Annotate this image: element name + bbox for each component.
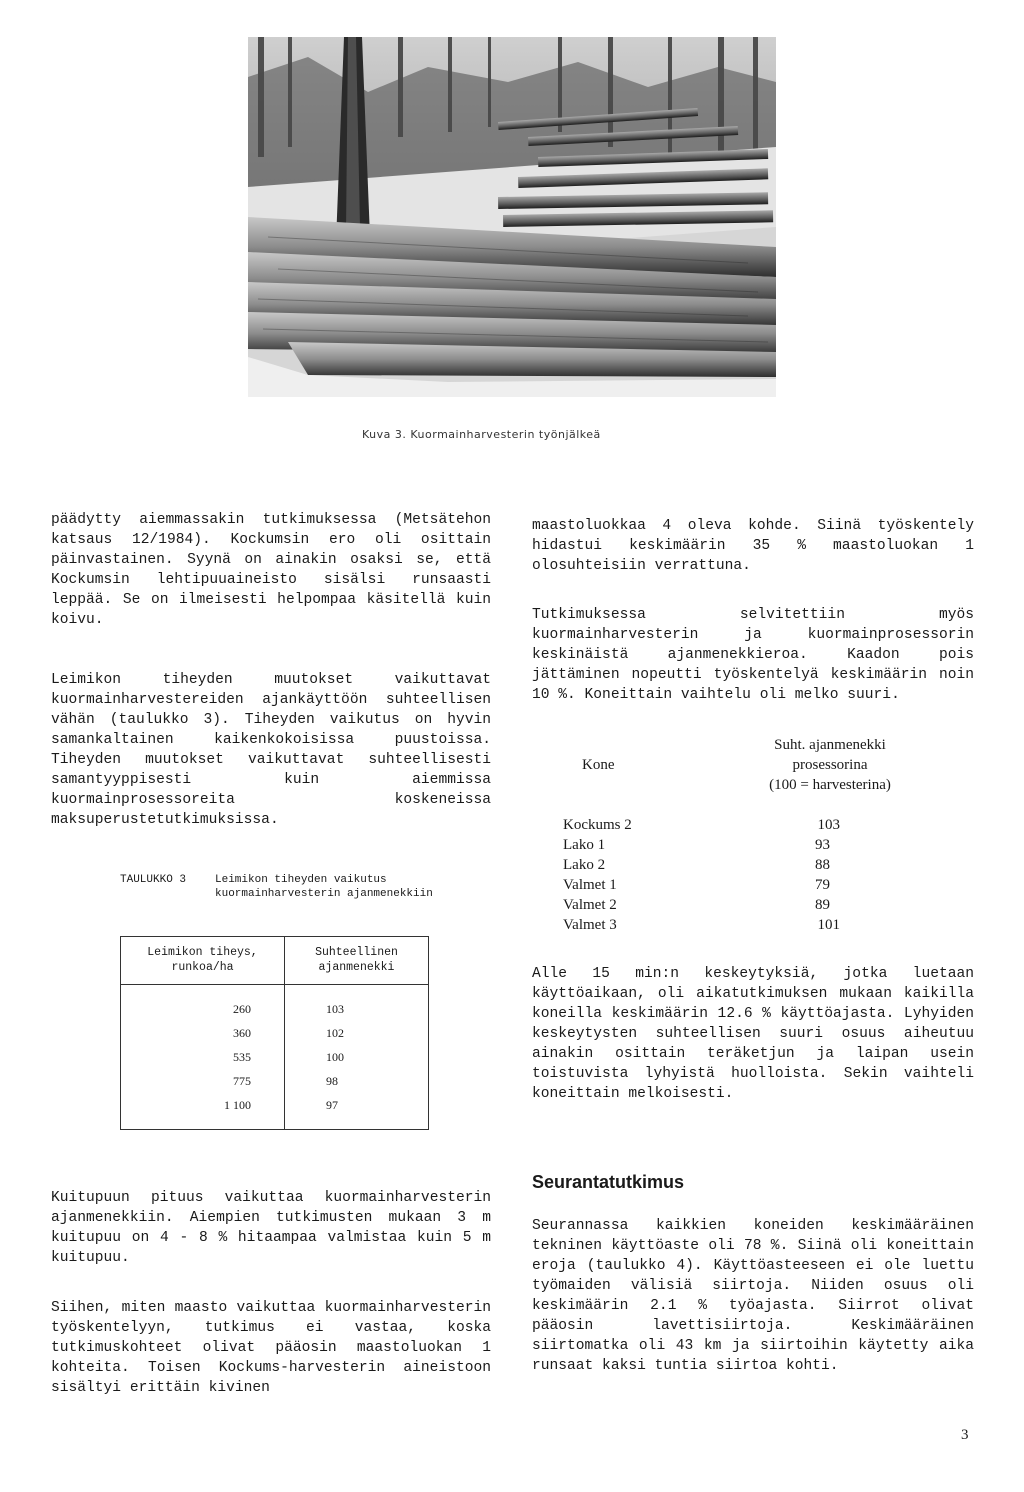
right-paragraph-3: Alle 15 min:n keskeytyksiä, jotka luetaan käyttöaikaan, oli aikatutkimuksen mukaan kaikilla koneilla keskimäärin 12.6 % käyttöajasta. Lyhyiden keskeytysten suhteellisen suuri osuus aiheutuu ainakin osittain teräketjun ja laipan usein toistuvista lyhyistä huolloista. Sekin vaihteli koneittain melkoisesti. <box>532 966 974 1102</box>
table4-col2-header <box>720 735 940 795</box>
table3-row4-relative: 98 <box>326 1074 338 1088</box>
table4-row1-value: 103 <box>817 817 840 833</box>
right-paragraph-4: Seurannassa kaikkien koneiden keskimääräinen tekninen käyttöaste oli 78 %. Siinä oli koneittain eroja (taulukko 4). Käyttöasteeseen ei ole luettu työmaiden välisiä siirtoja. Niiden osuus oli keskimäärin 2.1 % työajasta. Siirrot olivat pääosin lavettisiirtoja. Keskimääräinen siirtomatka oli 43 km ja siirtoihin käytetty aika runsaat kaksi tuntia siirtoa kohti. <box>532 1218 974 1374</box>
table4-col2-header-line3: (100 = harvesterina) <box>769 777 891 793</box>
table4-row4-value: 79 <box>815 877 830 893</box>
table4-col2-header-line1: Suht. ajanmenekki <box>774 737 886 753</box>
table4-col1-header: Kone <box>582 757 615 773</box>
table3-col1-header-line2: runkoa/ha <box>171 961 234 974</box>
left-paragraph-2: Leimikon tiheyden muutokset vaikuttavat kuormainharvestereiden ajankäyttöön suhteellisen vähän (taulukko 3). Tiheyden vaikutus on hyvin samankaltainen kaikenkokoisissa puustoissa. Tiheyden muutokset vaikuttavat suhteellisesti samantyyppisesti kuin aiemmissa kuormainprosessoreita koskeneissa maksuperustetutkimuksissa. <box>51 672 491 828</box>
section-heading-seurantatutkimus: Seurantatutkimus <box>532 1172 685 1192</box>
table3-row5-relative: 97 <box>326 1098 338 1112</box>
table3-row3-density: 535 <box>233 1050 251 1064</box>
table3-col1-header <box>121 945 284 975</box>
table4-row2-machine: Lako 1 <box>563 837 606 853</box>
table4-row2-value: 93 <box>815 837 830 853</box>
logs-photo <box>248 37 776 397</box>
table3-col2-header <box>285 945 428 975</box>
right-paragraph-1: maastoluokkaa 4 oleva kohde. Siinä työskentely hidastui keskimäärin 35 % maastoluokan 1 olosuhteisiin verrattuna. <box>532 518 974 574</box>
table3-row5-density: 1 100 <box>224 1098 251 1112</box>
table3-row4-density: 775 <box>233 1074 251 1088</box>
table4-row5-value: 89 <box>815 897 830 913</box>
table3-title: Leimikon tiheyden vaikutus kuormainharvesterin ajanmenekkiin <box>215 874 433 900</box>
left-paragraph-1: päädytty aiemmassakin tutkimuksessa (Metsätehon katsaus 12/1984). Kockumsin ero oli osittain päinvastainen. Syynä on ainakin osaksi se, että Kockumsin lehtipuuaineisto sisälsi runsaasti leppää. Se on ilmeisesti helpompaa käsitellä kuin koivu. <box>51 512 491 628</box>
left-paragraph-4: Siihen, miten maasto vaikuttaa kuormainharvesterin työskentelyyn, tutkimus ei vastaa, koska tutkimuskohteet olivat pääosin maastoluokan 1 kohteita. Toisen Kockums-harvesterin aineistoon sisältyi erittäin kivinen <box>51 1300 491 1396</box>
table3-col1-header-line1: Leimikon tiheys, <box>147 946 258 959</box>
table3-col2-header-line2: ajanmenekki <box>318 961 395 974</box>
page-number: 3 <box>961 1427 969 1443</box>
table3 <box>120 936 429 1130</box>
table3-row1-relative: 103 <box>326 1002 344 1016</box>
table4-row6-machine: Valmet 3 <box>563 917 617 933</box>
table4-row6-value: 101 <box>817 917 840 933</box>
table3-row2-relative: 102 <box>326 1026 344 1040</box>
right-paragraph-2: Tutkimuksessa selvitettiin myös kuormainharvesterin ja kuormainprosessorin keskinäistä ajanmenekkieroa. Kaadon pois jättäminen nopeutti työskentelyä keskimäärin noin 10 %. Koneittain vaihtelu oli melko suuri. <box>532 607 974 703</box>
figure-caption: Kuva 3. Kuormainharvesterin työnjälkeä <box>362 428 601 441</box>
table3-row3-relative: 100 <box>326 1050 344 1064</box>
table3-col2-header-line1: Suhteellinen <box>315 946 398 959</box>
table3-label: TAULUKKO 3 <box>120 874 187 886</box>
table4-row1-machine: Kockums 2 <box>563 817 632 833</box>
table4-row4-machine: Valmet 1 <box>563 877 617 893</box>
table3-row1-density: 260 <box>233 1002 251 1016</box>
left-paragraph-3: Kuitupuun pituus vaikuttaa kuormainharvesterin ajanmenekkiin. Aiempien tutkimusten mukaan 3 m kuitupuu on 4 - 8 % hitaampaa valmistaa kuin 5 m kuitupuu. <box>51 1190 491 1266</box>
table4-row3-machine: Lako 2 <box>563 857 606 873</box>
table3-row2-density: 360 <box>233 1026 251 1040</box>
table3-header-rule <box>121 984 428 985</box>
table4-col2-header-line2: prosessorina <box>792 757 868 773</box>
table4-row3-value: 88 <box>815 857 830 873</box>
table4-row5-machine: Valmet 2 <box>563 897 617 913</box>
